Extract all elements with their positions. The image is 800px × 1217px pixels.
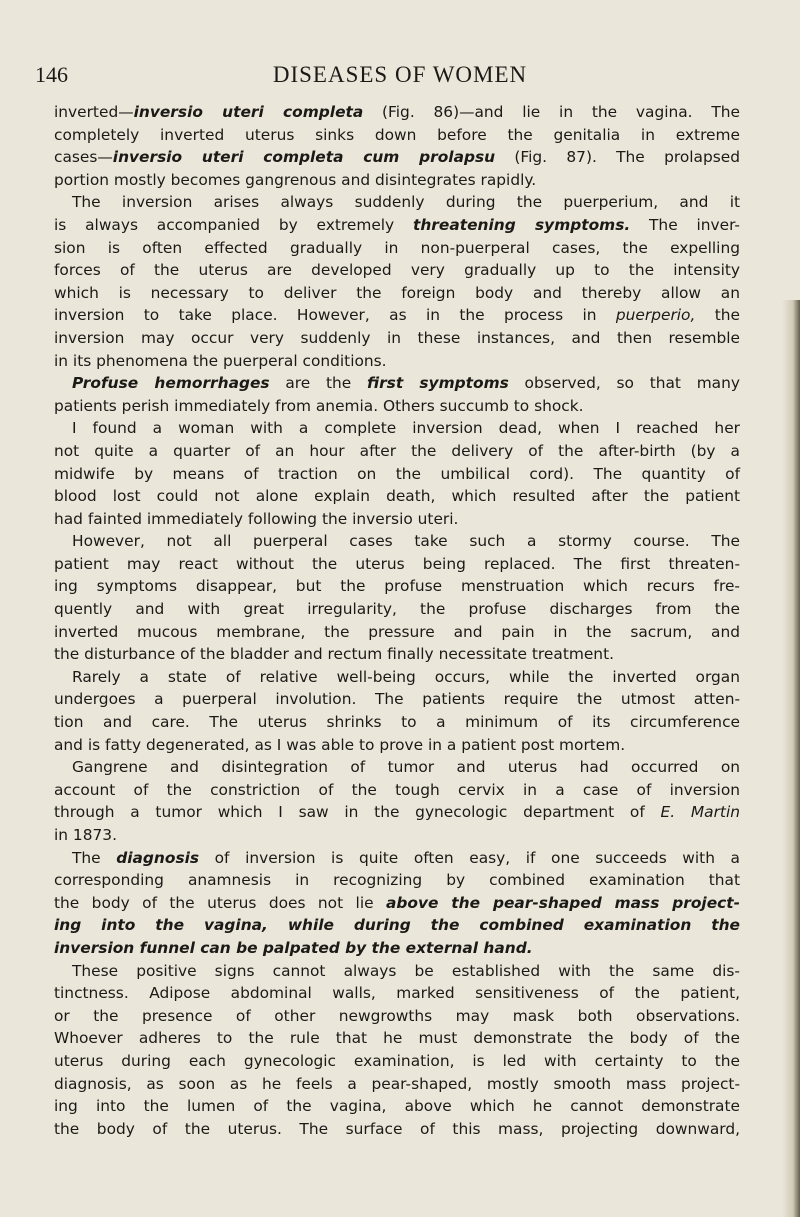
text-line	[54, 146, 740, 169]
text-span: midwife by means of traction on the umbilical cord). The quantity of	[54, 464, 740, 483]
text-line	[54, 124, 740, 147]
text-span: The inver-	[630, 215, 740, 234]
page-number: 146	[35, 62, 68, 87]
text-line	[54, 937, 740, 960]
text-line	[54, 982, 740, 1005]
text-span: undergoes a puerperal involution. The patients require the utmost atten-	[54, 690, 740, 709]
text-span: in 1873.	[54, 826, 117, 844]
text-span: completely inverted uterus sinks down before the genitalia in extreme	[54, 125, 740, 144]
emphasis-text: threatening symptoms.	[412, 215, 631, 234]
text-line	[54, 417, 740, 440]
text-span: The inversion arises always suddenly during the puerperium, and it	[72, 193, 740, 212]
text-span: corresponding anamnesis in recognizing by combined examination that	[54, 871, 740, 890]
text-line	[54, 191, 740, 214]
text-line	[54, 1005, 740, 1028]
text-line	[54, 327, 740, 350]
text-line	[54, 463, 740, 486]
text-span: of inversion is quite often easy, if one succeeds with a	[199, 848, 740, 867]
text-span: the	[695, 306, 741, 325]
text-line	[54, 869, 740, 892]
text-span: uterus during each gynecologic examination, is led with certainty to the	[54, 1051, 740, 1070]
text-span: The	[72, 848, 117, 867]
text-span: inverted mucous membrane, the pressure and pain in the sacrum, and	[54, 622, 740, 641]
text-line	[54, 711, 740, 734]
text-span: observed, so that many	[508, 374, 740, 393]
text-span: Gangrene and disintegration of tumor and uterus had occurred on	[72, 758, 740, 777]
text-line	[54, 508, 740, 531]
emphasis-text: inversion funnel can be palpated by the external hand.	[54, 938, 533, 957]
text-line	[54, 734, 740, 757]
text-line	[54, 575, 740, 598]
text-span: in its phenomena the puerperal conditions.	[54, 351, 387, 370]
text-span: (Fig. 86)—and lie in the vagina. The	[363, 103, 740, 121]
text-line	[54, 553, 740, 576]
body-text	[54, 101, 740, 1140]
text-span: and is fatty degenerated, as I was able to prove in a patient post mortem.	[54, 735, 626, 754]
text-line	[54, 598, 740, 621]
text-span: which is necessary to deliver the foreign body and thereby allow an	[54, 283, 740, 302]
page-header	[0, 62, 800, 98]
text-span: had fainted immediately following the inversio uteri.	[54, 509, 459, 528]
text-span: through a tumor which I saw in the gynecologic department of	[54, 803, 661, 822]
text-span: account of the constriction of the tough cervix in a case of inversion	[54, 780, 740, 799]
text-span: I found a woman with a complete inversion dead, when I reached her	[72, 419, 740, 438]
emphasis-text: ing into the vagina, while during the combined examination the	[54, 916, 740, 935]
text-span: Rarely a state of relative well-being occurs, while the inverted organ	[72, 667, 740, 686]
text-line	[54, 914, 740, 937]
text-line	[54, 801, 740, 824]
text-span: ing into the lumen of the vagina, above which he cannot demonstrate	[54, 1097, 740, 1116]
text-span: the body of the uterus does not lie	[54, 893, 386, 912]
text-line	[54, 237, 740, 260]
emphasis-text: Profuse hemorrhages	[72, 374, 270, 393]
page-edge-shadow	[782, 300, 800, 1217]
text-line	[54, 1118, 740, 1141]
text-line	[54, 1027, 740, 1050]
text-line	[54, 372, 740, 395]
text-span: is always accompanied by extremely	[54, 215, 413, 234]
text-line	[54, 440, 740, 463]
text-span: However, not all puerperal cases take such a stormy course. The	[72, 532, 740, 551]
text-line	[54, 485, 740, 508]
text-line	[54, 1073, 740, 1096]
emphasis-text: E. Martin	[660, 803, 740, 822]
text-span: forces of the uterus are developed very gradually up to the intensity	[54, 261, 740, 280]
text-span: the disturbance of the bladder and rectum finally necessitate treatment.	[54, 645, 614, 664]
emphasis-text: diagnosis	[116, 848, 200, 867]
text-span: quently and with great irregularity, the profuse discharges from the	[54, 600, 740, 619]
text-line	[54, 666, 740, 689]
text-line	[54, 960, 740, 983]
text-span: tinctness. Adipose abdominal walls, marked sensitiveness of the patient,	[54, 984, 740, 1003]
text-span: (Fig. 87). The prolapsed	[495, 148, 740, 167]
text-line	[54, 756, 740, 779]
text-span: the body of the uterus. The surface of this mass, projecting downward,	[54, 1119, 740, 1138]
text-line	[54, 621, 740, 644]
text-span: portion mostly becomes gangrenous and disintegrates rapidly.	[54, 170, 537, 189]
text-span: not quite a quarter of an hour after the delivery of the after-birth (by a	[54, 441, 740, 460]
text-span: inversion may occur very suddenly in these instances, and then resemble	[54, 328, 740, 347]
text-line	[54, 643, 740, 666]
text-span: diagnosis, as soon as he feels a pear-shaped, mostly smooth mass project-	[54, 1074, 740, 1093]
text-line	[54, 101, 740, 124]
text-line	[54, 892, 740, 915]
text-span: tion and care. The uterus shrinks to a minimum of its circumference	[54, 713, 740, 732]
text-line	[54, 847, 740, 870]
text-span: patient may react without the uterus being replaced. The first threaten-	[54, 554, 740, 573]
text-span: These positive signs cannot always be established with the same dis-	[72, 961, 740, 980]
text-span: blood lost could not alone explain death, which resulted after the patient	[54, 487, 740, 506]
text-line	[54, 304, 740, 327]
text-span: Whoever adheres to the rule that he must demonstrate the body of the	[54, 1029, 740, 1048]
text-line	[54, 214, 740, 237]
text-span: or the presence of other newgrowths may mask both observations.	[54, 1006, 740, 1025]
emphasis-text: puerperio,	[615, 306, 696, 325]
text-span: cases—	[54, 148, 113, 167]
text-span: ing symptoms disappear, but the profuse menstruation which recurs fre-	[54, 577, 740, 596]
text-line	[54, 688, 740, 711]
text-line	[54, 530, 740, 553]
text-line	[54, 282, 740, 305]
text-line	[54, 259, 740, 282]
text-line	[54, 779, 740, 802]
text-line	[54, 350, 740, 373]
running-head: DISEASES OF WOMEN	[272, 62, 528, 87]
text-line	[54, 1095, 740, 1118]
text-line	[54, 824, 740, 847]
text-line	[54, 1050, 740, 1073]
emphasis-text: first symptoms	[366, 374, 509, 393]
text-span: inversion to take place. However, as in the process in	[54, 306, 616, 325]
emphasis-text: inversio uteri completa	[133, 103, 364, 121]
text-span: inverted—	[54, 103, 134, 121]
text-line	[54, 169, 740, 192]
emphasis-text: inversio uteri completa cum prolapsu	[112, 148, 496, 167]
text-span: patients perish immediately from anemia. Others succumb to shock.	[54, 396, 584, 415]
text-span: are the	[269, 374, 367, 393]
text-span: sion is often effected gradually in non-puerperal cases, the expelling	[54, 238, 740, 257]
emphasis-text: above the pear-shaped mass project-	[385, 893, 740, 912]
text-line	[54, 395, 740, 418]
